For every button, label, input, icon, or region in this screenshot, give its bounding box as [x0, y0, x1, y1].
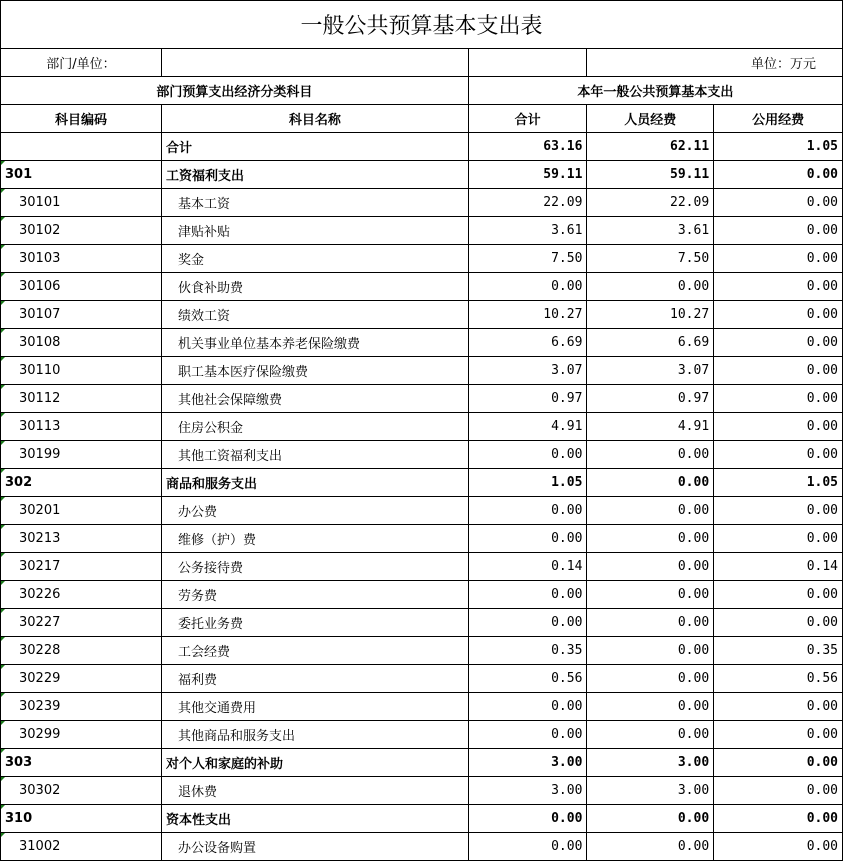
total-cell: 0.14	[468, 553, 587, 581]
public-cell: 0.00	[714, 329, 843, 357]
header-public: 公用经费	[714, 105, 843, 133]
personnel-cell: 3.07	[587, 357, 714, 385]
name-cell: 绩效工资	[161, 301, 468, 329]
public-cell: 0.00	[714, 301, 843, 329]
code-cell: 30199	[1, 441, 162, 469]
personnel-cell: 0.00	[587, 497, 714, 525]
public-cell: 1.05	[714, 469, 843, 497]
name-cell: 奖金	[161, 245, 468, 273]
code-cell: 30107	[1, 301, 162, 329]
code-cell	[1, 133, 162, 161]
total-cell: 0.35	[468, 637, 587, 665]
table-row	[1, 693, 843, 721]
meta-blank-cell	[468, 49, 587, 77]
total-cell: 0.97	[468, 385, 587, 413]
name-cell: 办公设备购置	[161, 833, 468, 861]
name-cell: 基本工资	[161, 189, 468, 217]
code-cell: 30102	[1, 217, 162, 245]
name-cell: 机关事业单位基本养老保险缴费	[161, 329, 468, 357]
personnel-cell: 0.00	[587, 581, 714, 609]
public-cell: 0.00	[714, 161, 843, 189]
table-row	[1, 245, 843, 273]
code-cell: 30227	[1, 609, 162, 637]
name-cell: 职工基本医疗保险缴费	[161, 357, 468, 385]
personnel-cell: 0.00	[587, 805, 714, 833]
code-cell: 30101	[1, 189, 162, 217]
code-cell: 30299	[1, 721, 162, 749]
meta-row	[1, 49, 843, 77]
header-name: 科目名称	[161, 105, 468, 133]
personnel-cell: 3.00	[587, 749, 714, 777]
personnel-cell: 0.00	[587, 525, 714, 553]
code-cell: 30228	[1, 637, 162, 665]
table-row	[1, 133, 843, 161]
name-cell: 工资福利支出	[161, 161, 468, 189]
table-row	[1, 217, 843, 245]
total-cell: 10.27	[468, 301, 587, 329]
total-cell: 0.00	[468, 693, 587, 721]
total-cell: 59.11	[468, 161, 587, 189]
dept-label: 部门/单位：	[1, 49, 162, 77]
table-row	[1, 357, 843, 385]
personnel-cell: 0.00	[587, 469, 714, 497]
table-row	[1, 525, 843, 553]
table-row	[1, 777, 843, 805]
total-cell: 63.16	[468, 133, 587, 161]
personnel-cell: 0.00	[587, 721, 714, 749]
public-cell: 0.00	[714, 357, 843, 385]
total-cell: 0.00	[468, 273, 587, 301]
code-cell: 301	[1, 161, 162, 189]
total-cell: 0.00	[468, 497, 587, 525]
table-row	[1, 329, 843, 357]
personnel-cell: 0.00	[587, 609, 714, 637]
group-header-row	[1, 77, 843, 105]
unit-label: 单位：万元	[587, 49, 843, 77]
code-cell: 30229	[1, 665, 162, 693]
total-cell: 4.91	[468, 413, 587, 441]
table-row	[1, 805, 843, 833]
total-cell: 7.50	[468, 245, 587, 273]
personnel-cell: 3.00	[587, 777, 714, 805]
name-cell: 商品和服务支出	[161, 469, 468, 497]
code-cell: 30110	[1, 357, 162, 385]
public-cell: 0.00	[714, 245, 843, 273]
table-row	[1, 413, 843, 441]
total-cell: 0.00	[468, 525, 587, 553]
name-cell: 维修（护）费	[161, 525, 468, 553]
total-cell: 0.00	[468, 441, 587, 469]
total-cell: 0.00	[468, 721, 587, 749]
name-cell: 伙食补助费	[161, 273, 468, 301]
table-row	[1, 385, 843, 413]
personnel-cell: 0.00	[587, 665, 714, 693]
personnel-cell: 6.69	[587, 329, 714, 357]
public-cell: 0.56	[714, 665, 843, 693]
public-cell: 0.00	[714, 497, 843, 525]
table-row	[1, 301, 843, 329]
total-cell: 22.09	[468, 189, 587, 217]
table-row	[1, 273, 843, 301]
public-cell: 0.00	[714, 721, 843, 749]
name-cell: 津贴补贴	[161, 217, 468, 245]
public-cell: 0.00	[714, 441, 843, 469]
total-cell: 0.00	[468, 581, 587, 609]
code-cell: 30106	[1, 273, 162, 301]
name-cell: 福利费	[161, 665, 468, 693]
code-cell: 30201	[1, 497, 162, 525]
page-title: 一般公共预算基本支出表	[1, 1, 843, 49]
header-total: 合计	[468, 105, 587, 133]
table-row	[1, 469, 843, 497]
name-cell: 其他交通费用	[161, 693, 468, 721]
header-economic-classification: 部门预算支出经济分类科目	[1, 77, 469, 105]
column-header-row	[1, 105, 843, 133]
personnel-cell: 7.50	[587, 245, 714, 273]
name-cell: 公务接待费	[161, 553, 468, 581]
table-row	[1, 441, 843, 469]
public-cell: 0.00	[714, 273, 843, 301]
table-row	[1, 581, 843, 609]
total-cell: 0.00	[468, 833, 587, 861]
code-cell: 30112	[1, 385, 162, 413]
personnel-cell: 0.00	[587, 273, 714, 301]
code-cell: 30103	[1, 245, 162, 273]
code-cell: 310	[1, 805, 162, 833]
total-cell: 3.00	[468, 777, 587, 805]
name-cell: 工会经费	[161, 637, 468, 665]
public-cell: 0.00	[714, 525, 843, 553]
public-cell: 0.00	[714, 833, 843, 861]
total-cell: 3.61	[468, 217, 587, 245]
dept-value-cell	[161, 49, 468, 77]
name-cell: 委托业务费	[161, 609, 468, 637]
personnel-cell: 0.97	[587, 385, 714, 413]
name-cell: 资本性支出	[161, 805, 468, 833]
total-cell: 0.56	[468, 665, 587, 693]
table-row	[1, 553, 843, 581]
table-row	[1, 189, 843, 217]
table-row	[1, 161, 843, 189]
code-cell: 302	[1, 469, 162, 497]
personnel-cell: 59.11	[587, 161, 714, 189]
name-cell: 住房公积金	[161, 413, 468, 441]
name-cell: 其他商品和服务支出	[161, 721, 468, 749]
title-row	[1, 1, 843, 49]
code-cell: 303	[1, 749, 162, 777]
public-cell: 0.00	[714, 749, 843, 777]
personnel-cell: 0.00	[587, 637, 714, 665]
personnel-cell: 22.09	[587, 189, 714, 217]
public-cell: 0.00	[714, 413, 843, 441]
public-cell: 0.00	[714, 805, 843, 833]
personnel-cell: 0.00	[587, 833, 714, 861]
table-row	[1, 749, 843, 777]
code-cell: 30113	[1, 413, 162, 441]
name-cell: 其他社会保障缴费	[161, 385, 468, 413]
code-cell: 30226	[1, 581, 162, 609]
table-row	[1, 497, 843, 525]
code-cell: 30302	[1, 777, 162, 805]
name-cell: 对个人和家庭的补助	[161, 749, 468, 777]
personnel-cell: 3.61	[587, 217, 714, 245]
public-cell: 0.35	[714, 637, 843, 665]
code-cell: 31002	[1, 833, 162, 861]
personnel-cell: 0.00	[587, 693, 714, 721]
header-personnel: 人员经费	[587, 105, 714, 133]
name-cell: 办公费	[161, 497, 468, 525]
header-code: 科目编码	[1, 105, 162, 133]
personnel-cell: 62.11	[587, 133, 714, 161]
public-cell: 0.00	[714, 581, 843, 609]
code-cell: 30217	[1, 553, 162, 581]
total-cell: 3.00	[468, 749, 587, 777]
code-cell: 30213	[1, 525, 162, 553]
personnel-cell: 0.00	[587, 553, 714, 581]
public-cell: 0.00	[714, 385, 843, 413]
table-row	[1, 637, 843, 665]
table-row	[1, 721, 843, 749]
total-cell: 6.69	[468, 329, 587, 357]
public-cell: 0.00	[714, 777, 843, 805]
total-cell: 0.00	[468, 805, 587, 833]
name-cell: 退休费	[161, 777, 468, 805]
header-basic-expenditure: 本年一般公共预算基本支出	[468, 77, 842, 105]
total-cell: 0.00	[468, 609, 587, 637]
total-cell: 3.07	[468, 357, 587, 385]
public-cell: 0.00	[714, 217, 843, 245]
name-cell: 劳务费	[161, 581, 468, 609]
table-row	[1, 665, 843, 693]
table-row	[1, 609, 843, 637]
personnel-cell: 0.00	[587, 441, 714, 469]
total-cell: 1.05	[468, 469, 587, 497]
code-cell: 30108	[1, 329, 162, 357]
table-row	[1, 833, 843, 861]
public-cell: 0.00	[714, 609, 843, 637]
public-cell: 0.00	[714, 693, 843, 721]
name-cell: 合计	[161, 133, 468, 161]
name-cell: 其他工资福利支出	[161, 441, 468, 469]
public-cell: 0.14	[714, 553, 843, 581]
public-cell: 0.00	[714, 189, 843, 217]
code-cell: 30239	[1, 693, 162, 721]
personnel-cell: 10.27	[587, 301, 714, 329]
personnel-cell: 4.91	[587, 413, 714, 441]
public-cell: 1.05	[714, 133, 843, 161]
